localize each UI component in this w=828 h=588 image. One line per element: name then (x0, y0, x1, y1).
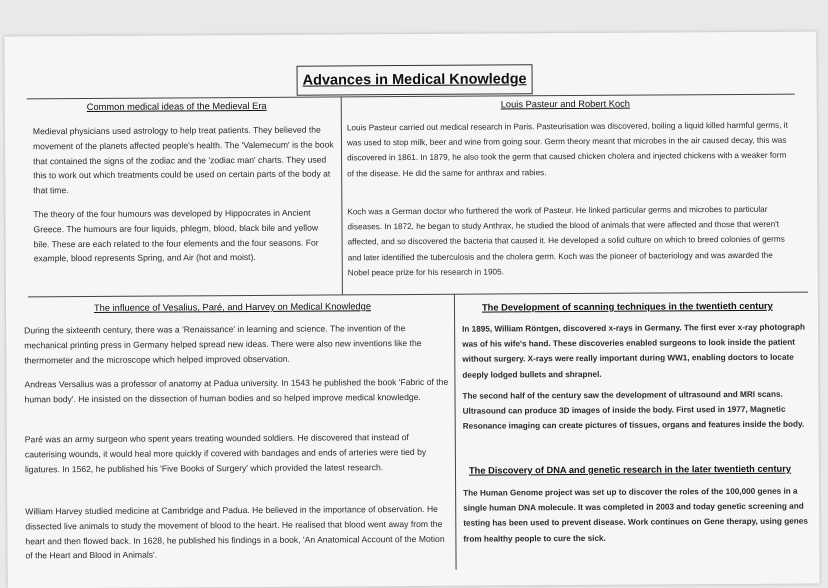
vesalius-heading: The influence of Vesalius, Paré, and Harvey on Medical Knowledge (93, 301, 372, 313)
medieval-paragraph-1: Medieval physicians used astrology to help treat patients. They believed the movement of the planets affected people's health. The 'Valemecum' is the book that contained the signs of the zodiac and the 'zodiac man' charts. They used this to work out which treatments could be used on certain parts of the body at that time. (32, 124, 334, 196)
page-title: Advances in Medical Knowledge (302, 71, 527, 89)
divider-middle (28, 292, 808, 298)
pasteur-koch-heading: Louis Pasteur and Robert Koch (500, 98, 630, 110)
renaissance-paragraph: During the sixteenth century, there was a 'Renaissance' in learning and science. The invention of the mechanical printing press in Germany helped spread new ideas. There were also new inventions like the thermometer and the microscope which helped improved observation. (24, 323, 422, 365)
dna-paragraph: The Human Genome project was set up to discover the roles of the 100,000 genes in a single human DNA molecule. It was completed in 2003 and today genetic screening and testing has been used to prevent disease. Work continues on Gene therapy, using genes from healthy people to cure the sick. (463, 486, 808, 544)
pasteur-paragraph: Louis Pasteur carried out medical research in Paris. Pasteurisation was discovered, boiling a liquid killed harmful germs, it was used to stop milk, beer and wine from going sour. Germ theory meant that microbes in the air caused decay, this was discovered in 1861. In 1879, he also took the germ that caused chicken cholera and injected chickens with a weaker form of the disease. He did the same for anthrax and rabies. (346, 120, 788, 179)
versalius-paragraph: Andreas Versalius was a professor of anatomy at Padua university. In 1543 he published the book 'Fabric of the human body'. He insisted on the dissection of human bodies and so helped improve medical knowledge. (24, 376, 449, 405)
ultrasound-mri-paragraph: The second half of the century saw the development of ultrasound and MRI scans. Ultrasound can produce 3D images of inside the body. First used in 1977, Magnetic Resonance imaging can create pictures of tissues, organs and features inside the body. (462, 389, 805, 432)
xray-paragraph: In 1895, William Röntgen, discovered x-rays in Germany. The first ever x-ray photograph was of his wife's hand. These discoveries enabled surgeons to look inside the patient without surgery. X-rays were really important during WW1, enabling doctors to locate deeply lodged bullets and shrapnel. (462, 322, 805, 380)
harvey-paragraph: William Harvey studied medicine at Cambridge and Padua. He believed in the importance of observation. He dissected live animals to study the movement of blood to the heart. He realised that blood went away from the heart and then flowed back. In 1628, he published his findings in a book, 'An Anatomical Account of the Motion of the Heart and Blood in Animals'. (25, 503, 445, 561)
scanning-heading: The Development of scanning techniques in the twentieth century (481, 300, 773, 313)
title-box (297, 64, 533, 95)
medieval-heading: Common medical ideas of the Medieval Era (86, 100, 267, 112)
divider-bottom-vertical (454, 294, 457, 570)
worksheet-page (4, 32, 819, 588)
medieval-paragraph-2: The theory of the four humours was developed by Hippocrates in Ancient Greece. The humours are four liquids, phlegm, blood, black bile and yellow bile. These are each related to the four elements and the four seasons. For example, blood represents Spring, and Air (hot and moist). (33, 207, 319, 264)
dna-heading: The Discovery of DNA and genetic research in the later twentieth century (468, 463, 792, 476)
koch-paragraph: Koch was a German doctor who furthered the work of Pasteur. He linked particular germs and microbes to particular diseases. In 1872, he began to study Anthrax, he studied the blood of animals that were affected and those that weren't affected, and so discovered the bacteria that caused it. He developed a solid culture on which to breed colonies of germs and later identified the tuberculosis and the cholera germ. Koch was the pioneer of bacteriology and was awarded the Nobel peace prize for his research in 1905. (347, 204, 785, 278)
pare-paragraph: Paré was an army surgeon who spent years treating wounded soldiers. He discovered that instead of cauterising wounds, it would heal more quickly if covered with bandages and ends of arteries were tied by ligatures. In 1562, he published his 'Five Books of Surgery' which provided the latest research. (24, 432, 427, 474)
divider-top-vertical (341, 96, 343, 294)
